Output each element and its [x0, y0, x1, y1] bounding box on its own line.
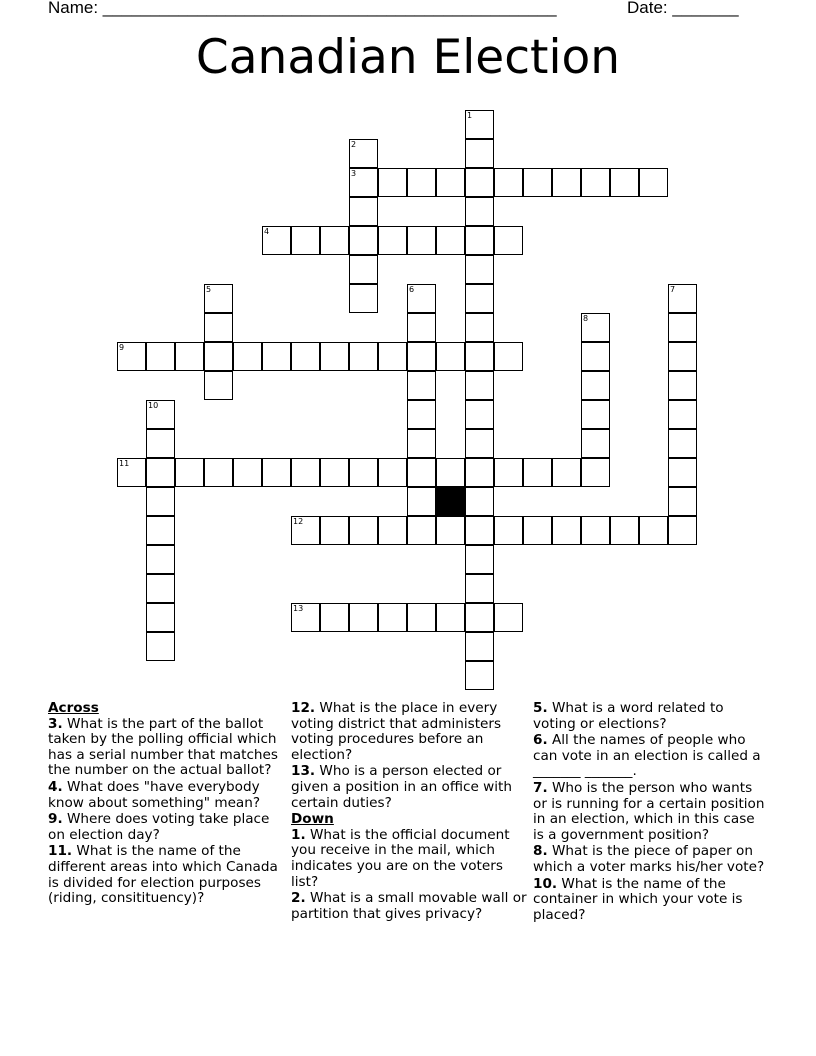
- grid-cell[interactable]: [320, 226, 349, 255]
- grid-cell[interactable]: [668, 342, 697, 371]
- grid-cell[interactable]: [465, 284, 494, 313]
- clue-number: 4: [264, 227, 270, 236]
- grid-cell[interactable]: [407, 487, 436, 516]
- grid-cell[interactable]: [610, 168, 639, 197]
- grid-cell[interactable]: [668, 487, 697, 516]
- grid-cell[interactable]: [465, 197, 494, 226]
- grid-cell[interactable]: [291, 603, 320, 632]
- grid-cell[interactable]: [552, 168, 581, 197]
- grid-cell[interactable]: [465, 429, 494, 458]
- grid-cell[interactable]: [146, 632, 175, 661]
- grid-cell[interactable]: [146, 487, 175, 516]
- grid-cell[interactable]: [349, 139, 378, 168]
- grid-cell[interactable]: [349, 603, 378, 632]
- grid-cell[interactable]: [436, 168, 465, 197]
- grid-cell[interactable]: [581, 516, 610, 545]
- clues-column-2: [291, 701, 529, 923]
- clues-column-3: [533, 701, 769, 924]
- grid-cell[interactable]: [465, 458, 494, 487]
- grid-cell[interactable]: [349, 342, 378, 371]
- clue-number: 13: [293, 604, 304, 613]
- clue-number: 11: [119, 459, 130, 468]
- grid-cell[interactable]: [494, 168, 523, 197]
- grid-cell[interactable]: [146, 458, 175, 487]
- grid-cell[interactable]: [146, 574, 175, 603]
- clue-down-1: 1. What is the official document you receive in the mail, which indicates you are on the voters list?: [291, 826, 510, 890]
- grid-cell[interactable]: [407, 313, 436, 342]
- grid-cell[interactable]: [291, 516, 320, 545]
- grid-cell[interactable]: [204, 342, 233, 371]
- grid-cell[interactable]: [494, 458, 523, 487]
- grid-cell[interactable]: [378, 342, 407, 371]
- grid-cell[interactable]: [407, 371, 436, 400]
- clue-across-13: 13. Who is a person elected or given a position in an office with certain duties?: [291, 763, 513, 811]
- grid-cell[interactable]: [407, 342, 436, 371]
- grid-cell[interactable]: [552, 458, 581, 487]
- grid-cell[interactable]: [233, 342, 262, 371]
- grid-cell[interactable]: [668, 371, 697, 400]
- clue-number: 12: [293, 517, 304, 526]
- grid-cell[interactable]: [407, 603, 436, 632]
- grid-cell[interactable]: [465, 110, 494, 139]
- grid-cell[interactable]: [378, 168, 407, 197]
- grid-block: [436, 487, 465, 516]
- grid-cell[interactable]: [378, 603, 407, 632]
- clue-across-11: 11. What is the name of the different areas into which Canada is divided for election purposes (riding, consitituency)?: [48, 843, 278, 907]
- clue-number: 5: [206, 285, 212, 294]
- grid-cell[interactable]: [320, 342, 349, 371]
- grid-cell[interactable]: [204, 458, 233, 487]
- grid-cell[interactable]: [407, 168, 436, 197]
- name-field: Name: ________________________________________________: [48, 0, 557, 17]
- grid-cell[interactable]: [204, 284, 233, 313]
- grid-cell[interactable]: [639, 168, 668, 197]
- grid-cell[interactable]: [552, 516, 581, 545]
- clues-column-1: [48, 701, 286, 908]
- grid-cell[interactable]: [465, 545, 494, 574]
- grid-cell[interactable]: [581, 400, 610, 429]
- grid-cell[interactable]: [320, 458, 349, 487]
- grid-cell[interactable]: [407, 284, 436, 313]
- grid-cell[interactable]: [146, 429, 175, 458]
- clue-number: 1: [467, 111, 473, 120]
- grid-cell[interactable]: [262, 226, 291, 255]
- grid-cell[interactable]: [639, 516, 668, 545]
- grid-cell[interactable]: [436, 226, 465, 255]
- down-heading: Down: [291, 811, 334, 828]
- grid-cell[interactable]: [581, 371, 610, 400]
- grid-cell[interactable]: [523, 516, 552, 545]
- grid-cell[interactable]: [291, 226, 320, 255]
- grid-cell[interactable]: [581, 313, 610, 342]
- grid-cell[interactable]: [610, 516, 639, 545]
- grid-cell[interactable]: [175, 342, 204, 371]
- grid-cell[interactable]: [581, 168, 610, 197]
- clue-number: 8: [583, 314, 589, 323]
- grid-cell[interactable]: [262, 458, 291, 487]
- grid-cell[interactable]: [146, 516, 175, 545]
- grid-cell[interactable]: [523, 458, 552, 487]
- grid-cell[interactable]: [436, 603, 465, 632]
- grid-cell[interactable]: [465, 342, 494, 371]
- grid-cell[interactable]: [407, 400, 436, 429]
- grid-cell[interactable]: [117, 458, 146, 487]
- grid-cell[interactable]: [465, 168, 494, 197]
- grid-cell[interactable]: [349, 516, 378, 545]
- grid-cell[interactable]: [465, 603, 494, 632]
- clue-number: 2: [351, 140, 357, 149]
- grid-cell[interactable]: [668, 284, 697, 313]
- clue-number: 10: [148, 401, 159, 410]
- grid-cell[interactable]: [117, 342, 146, 371]
- grid-cell[interactable]: [668, 429, 697, 458]
- grid-cell[interactable]: [465, 139, 494, 168]
- page-title: Canadian Election: [195, 30, 621, 85]
- grid-cell[interactable]: [465, 313, 494, 342]
- grid-cell[interactable]: [465, 661, 494, 690]
- grid-cell[interactable]: [465, 255, 494, 284]
- grid-cell[interactable]: [465, 516, 494, 545]
- grid-cell[interactable]: [291, 342, 320, 371]
- clue-across-4: 4. What does "have everybody know about something" mean?: [48, 778, 261, 811]
- grid-cell[interactable]: [494, 603, 523, 632]
- grid-cell[interactable]: [436, 458, 465, 487]
- grid-cell[interactable]: [349, 197, 378, 226]
- clue-across-3: 3. What is the part of the ballot taken by the polling official which has a serial number that matches the number on the actual ballot?: [48, 715, 278, 779]
- clue-number: 9: [119, 343, 125, 352]
- grid-cell[interactable]: [581, 342, 610, 371]
- grid-cell[interactable]: [494, 342, 523, 371]
- grid-cell[interactable]: [378, 226, 407, 255]
- grid-cell[interactable]: [349, 255, 378, 284]
- grid-cell[interactable]: [465, 400, 494, 429]
- grid-cell[interactable]: [465, 371, 494, 400]
- grid-cell[interactable]: [465, 574, 494, 603]
- grid-cell[interactable]: [465, 632, 494, 661]
- grid-cell[interactable]: [523, 168, 552, 197]
- grid-cell[interactable]: [349, 168, 378, 197]
- clue-number: 7: [670, 285, 676, 294]
- grid-cell[interactable]: [175, 458, 204, 487]
- grid-cell[interactable]: [465, 487, 494, 516]
- grid-cell[interactable]: [581, 429, 610, 458]
- clue-across-9: 9. Where does voting take place on election day?: [48, 811, 270, 843]
- grid-cell[interactable]: [146, 342, 175, 371]
- clue-down-7: 7. Who is the person who wants or is running for a certain position in an election, which in this case is a government position?: [533, 779, 765, 843]
- grid-cell[interactable]: [407, 429, 436, 458]
- grid-cell[interactable]: [494, 226, 523, 255]
- grid-cell[interactable]: [378, 516, 407, 545]
- grid-cell[interactable]: [233, 458, 262, 487]
- grid-cell[interactable]: [349, 284, 378, 313]
- clue-down-8: 8. What is the piece of paper on which a voter marks his/her vote?: [533, 843, 765, 875]
- grid-cell[interactable]: [378, 458, 407, 487]
- grid-cell[interactable]: [436, 516, 465, 545]
- clue-number: 6: [409, 285, 415, 294]
- date-field: Date: _______: [627, 0, 739, 17]
- clue-down-5: 5. What is a word related to voting or elections?: [533, 700, 724, 732]
- grid-cell[interactable]: [320, 516, 349, 545]
- across-heading: Across: [48, 700, 99, 716]
- grid-cell[interactable]: [407, 226, 436, 255]
- clue-across-12: 12. What is the place in every voting district that administers voting procedures before an election?: [291, 700, 502, 763]
- grid-cell[interactable]: [407, 458, 436, 487]
- clue-number: 3: [351, 169, 357, 178]
- grid-cell[interactable]: [291, 458, 320, 487]
- grid-cell[interactable]: [465, 226, 494, 255]
- grid-cell[interactable]: [146, 545, 175, 574]
- grid-cell[interactable]: [494, 516, 523, 545]
- clue-down-10: 10. What is the name of the container in which your vote is placed?: [533, 875, 743, 923]
- grid-cell[interactable]: [436, 342, 465, 371]
- clue-down-2: 2. What is a small movable wall or partition that gives privacy?: [291, 890, 527, 922]
- grid-cell[interactable]: [146, 603, 175, 632]
- clue-down-6: 6. All the names of people who can vote in an election is called a _______ _______.: [533, 732, 761, 780]
- grid-cell[interactable]: [668, 458, 697, 487]
- grid-cell[interactable]: [262, 342, 291, 371]
- grid-cell[interactable]: [407, 516, 436, 545]
- grid-cell[interactable]: [349, 226, 378, 255]
- grid-cell[interactable]: [204, 313, 233, 342]
- grid-cell[interactable]: [204, 371, 233, 400]
- grid-cell[interactable]: [320, 603, 349, 632]
- grid-cell[interactable]: [668, 400, 697, 429]
- grid-cell[interactable]: [349, 458, 378, 487]
- grid-cell[interactable]: [581, 458, 610, 487]
- grid-cell[interactable]: [668, 516, 697, 545]
- grid-cell[interactable]: [146, 400, 175, 429]
- grid-cell[interactable]: [668, 313, 697, 342]
